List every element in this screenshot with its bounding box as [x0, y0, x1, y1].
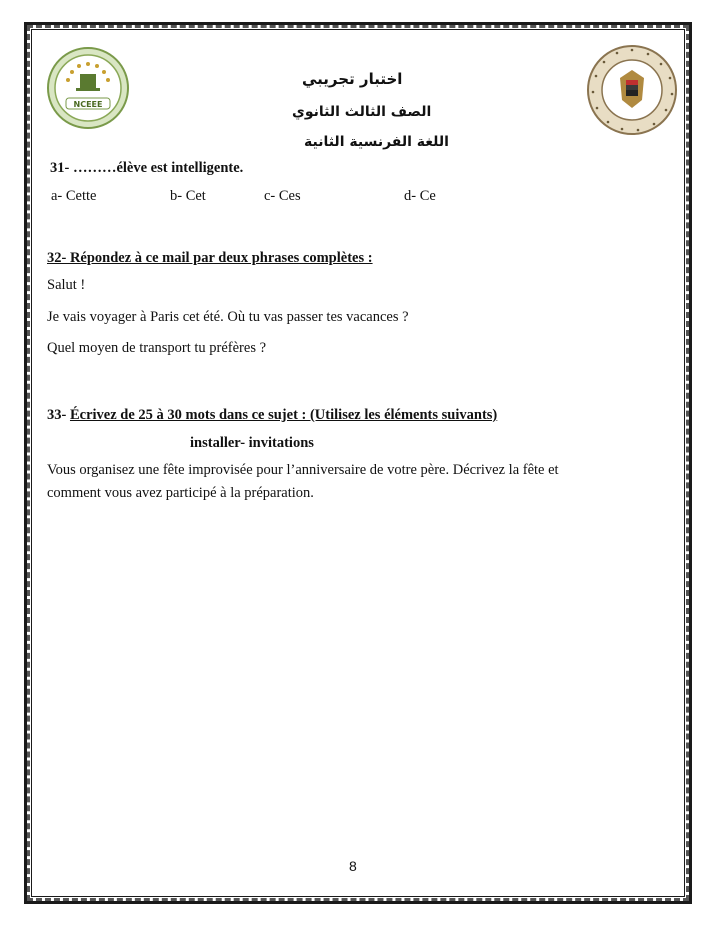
svg-text:NCEEE: NCEEE [73, 100, 103, 109]
q31-option-a: a- Cette [51, 188, 97, 204]
nceee-logo [46, 46, 130, 130]
q33-title [47, 407, 497, 424]
q32-line-3: Quel moyen de transport tu préfères ? [47, 340, 267, 356]
q31-option-d: d- Ce [404, 188, 436, 204]
subject-label: اللغة الفرنسية الثانية [304, 134, 449, 150]
grade-label: الصف الثالث الثانوي [292, 104, 432, 120]
q31-option-c: c- Ces [264, 188, 301, 204]
exam-title: اختبار تجريبي [302, 70, 403, 88]
page-number: 8 [349, 858, 357, 874]
q32-line-1: Salut ! [47, 277, 86, 293]
q31-stem: 31- ………élève est intelligente. [50, 160, 244, 176]
q33-elements: installer- invitations [190, 435, 314, 451]
q32-line-2: Je vais voyager à Paris cet été. Où tu vas passer tes vacances ? [47, 309, 409, 325]
q33-number: 33- [47, 407, 67, 423]
q31-option-b: b- Cet [170, 188, 206, 204]
q33-line-2: comment vous avez participé à la préparation. [47, 485, 314, 501]
q33-line-1: Vous organisez une fête improvisée pour l’anniversaire de votre père. Décrivez la fête et [47, 462, 559, 478]
q32-title: 32- Répondez à ce mail par deux phrases complètes : [47, 250, 373, 266]
ministry-of-education-logo [586, 44, 678, 136]
q33-instruction: Écrivez de 25 à 30 mots dans ce sujet : (Utilisez les éléments suivants) [69, 407, 498, 423]
